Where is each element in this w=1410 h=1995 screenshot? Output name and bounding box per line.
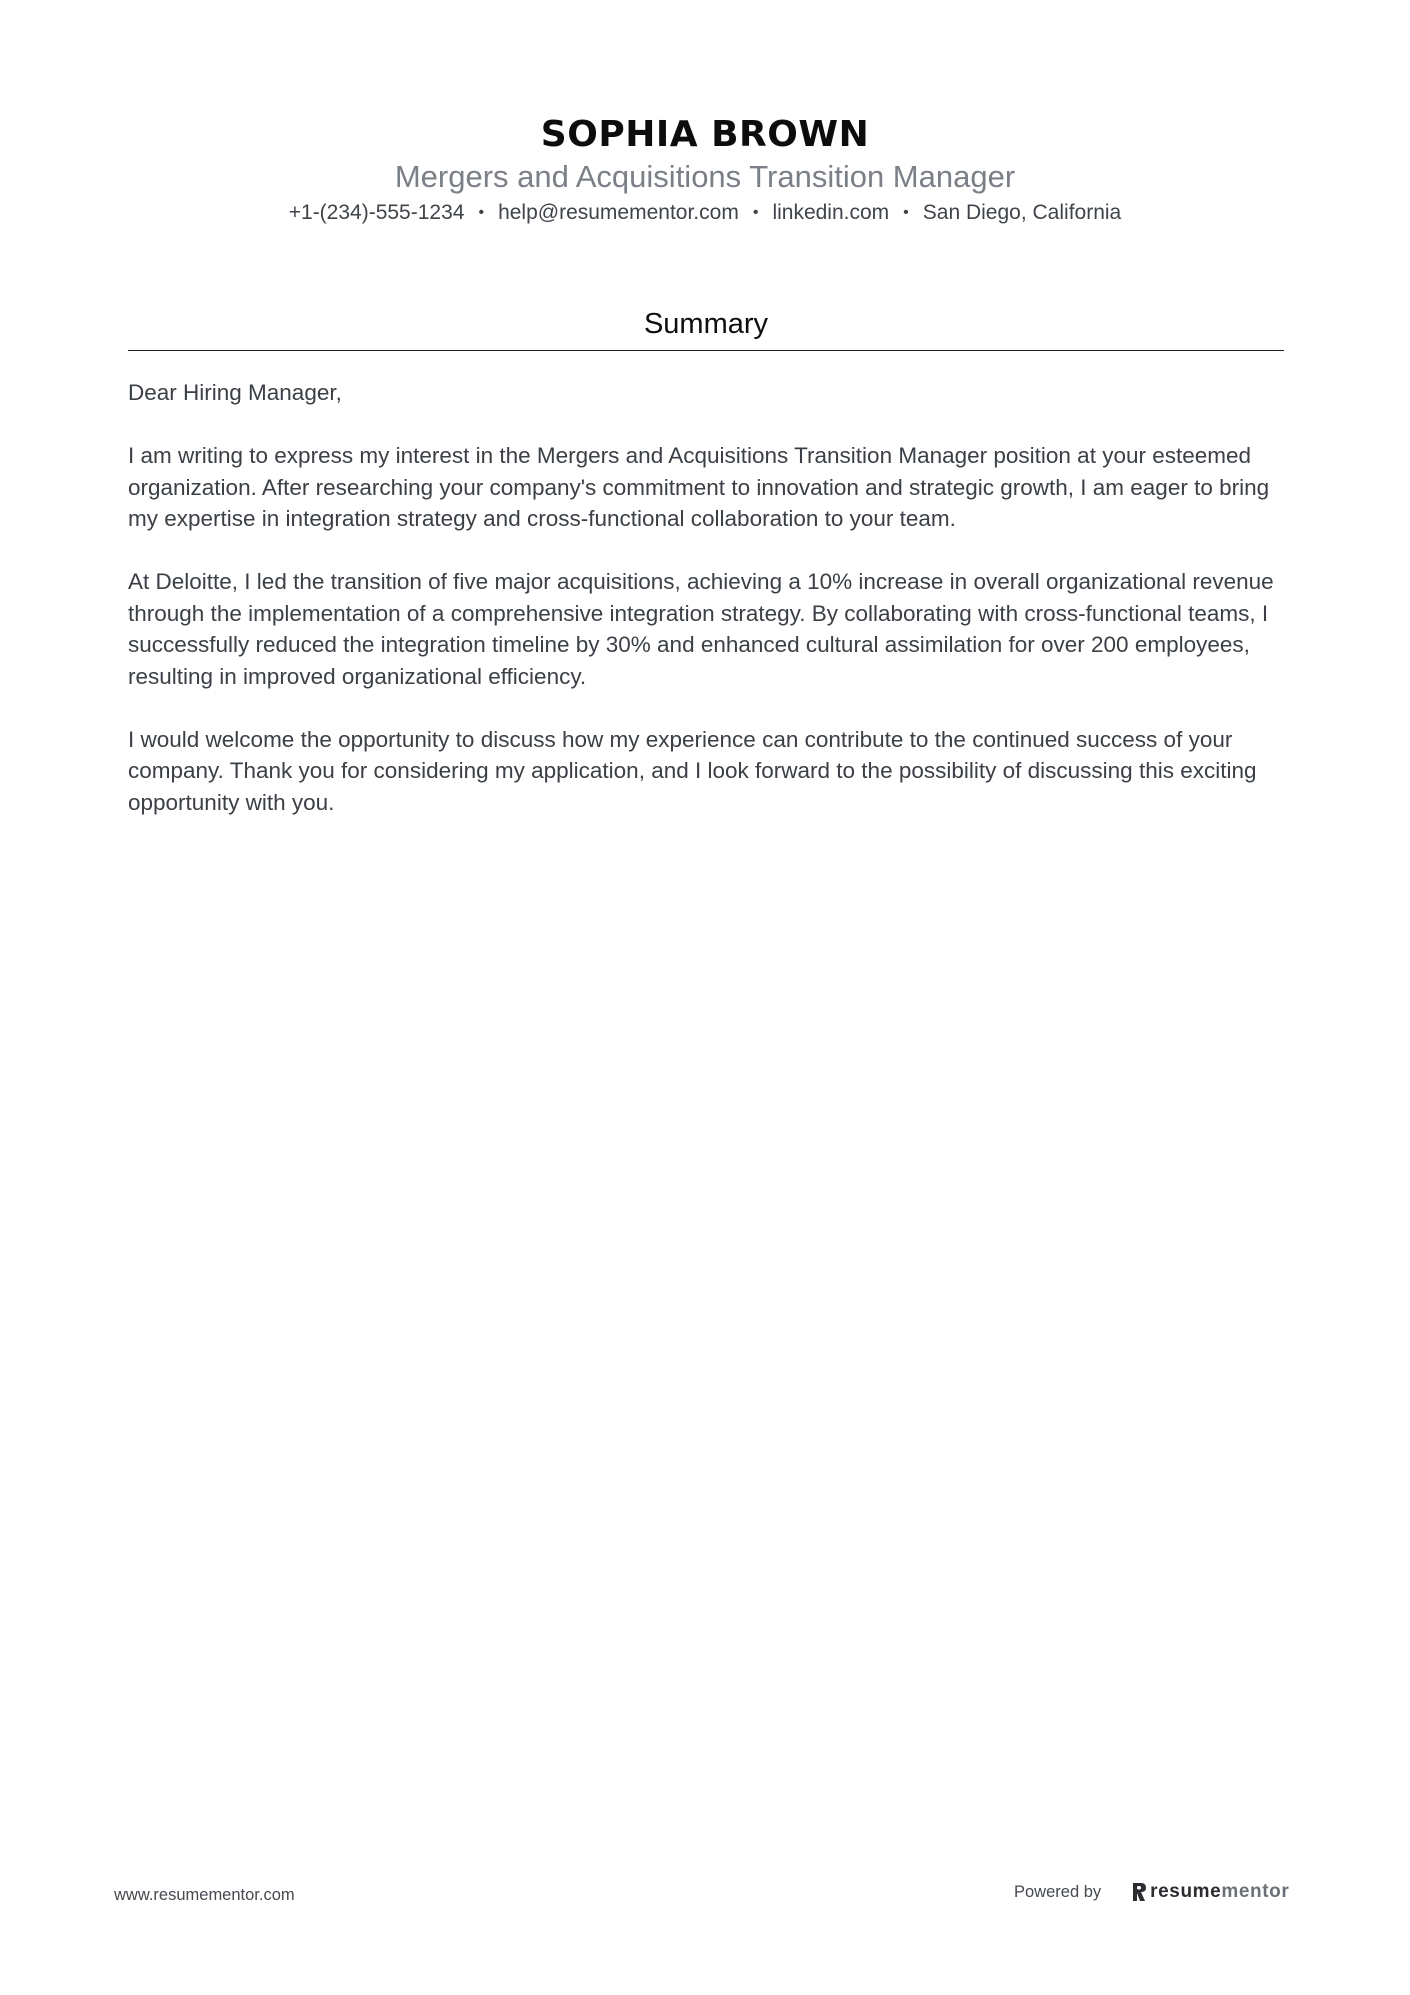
- brand-logo: [1131, 1881, 1289, 1903]
- contact-separator: •: [752, 204, 759, 221]
- brand-wordmark: [1150, 1881, 1289, 1903]
- contact-linkedin: linkedin.com: [772, 201, 890, 224]
- footer-brand-area: [1014, 1881, 1289, 1903]
- letter-body: [128, 377, 1288, 850]
- candidate-name: SOPHIA BROWN: [540, 114, 870, 155]
- job-title: Mergers and Acquisitions Transition Manager: [394, 159, 1016, 194]
- contact-line: [0, 199, 1410, 227]
- letter-greeting: Dear Hiring Manager,: [128, 380, 342, 405]
- letter-paragraph: At Deloitte, I led the transition of five major acquisitions, achieving a 10% increase in overall organizational revenue through the implementation of a comprehensive integration strategy. By collaborating with cross-functional teams, I successfully reduced the integration timeline by 30% and enhanced cultural assimilation for over 200 employees, resulting in improved organizational efficiency.: [128, 569, 1274, 689]
- contact-separator: •: [478, 204, 485, 221]
- header: [0, 112, 1410, 227]
- brand-wordmark-light: mentor: [1221, 1881, 1290, 1902]
- contact-phone: +1-(234)-555-1234: [288, 201, 465, 224]
- letter-paragraph: I am writing to express my interest in the Mergers and Acquisitions Transition Manager position at your esteemed organization. After researching your company's commitment to innovation and strategic growth, I am eager to bring my expertise in integration strategy and cross-functional collaboration to your team.: [128, 443, 1270, 531]
- contact-email: help@resumementor.com: [498, 201, 739, 224]
- footer-website: www.resumementor.com: [114, 1886, 295, 1904]
- contact-separator: •: [903, 204, 909, 221]
- letter-paragraph: I would welcome the opportunity to discuss how my experience can contribute to the continued success of your company. Thank you for considering my application, and I look forward to the possibility of discussing this exciting opportunity with you.: [128, 726, 1257, 815]
- section-title-summary: Summary: [643, 308, 769, 340]
- contact-location: San Diego, California: [922, 201, 1122, 224]
- section-divider: [128, 350, 1284, 351]
- powered-by-label: Powered by: [1014, 1882, 1102, 1901]
- resumementor-logo-icon: [1131, 1882, 1147, 1902]
- brand-wordmark-bold: resume: [1150, 1881, 1222, 1902]
